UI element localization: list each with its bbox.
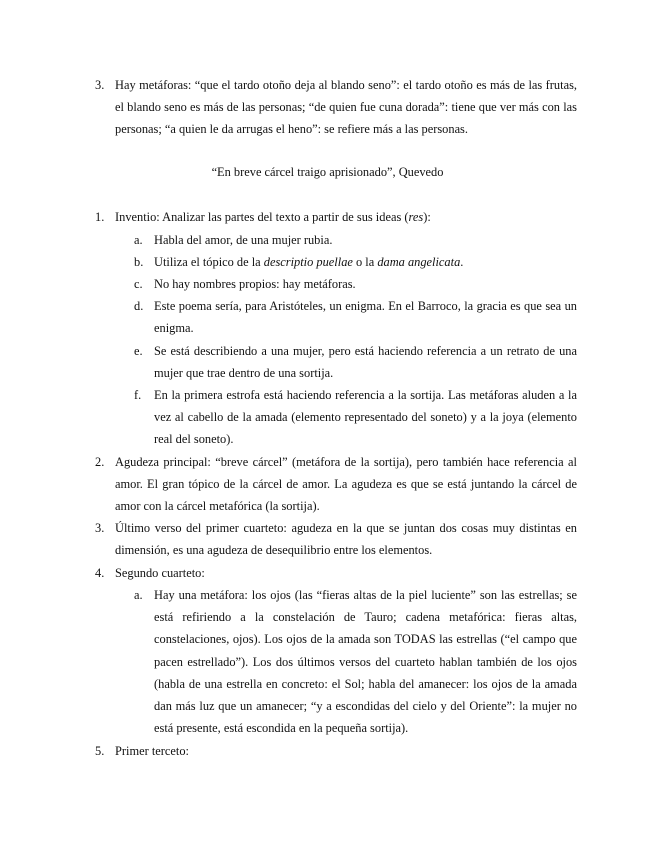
sublist-item-text: No hay nombres propios: hay metáforas. [154, 277, 356, 291]
sublist-label: a. [134, 588, 143, 602]
list-number: 4. [95, 566, 105, 580]
list-number: 3. [95, 521, 105, 535]
sublist-item-text: Utiliza el tópico de la descriptio puellae o la dama angelicata. [154, 255, 464, 269]
section-title: “En breve cárcel traigo aprisionado”, Quevedo [211, 165, 444, 179]
list-item-text: Segundo cuarteto: [115, 566, 205, 580]
sublist-label: e. [134, 344, 143, 358]
sublist-label: d. [134, 299, 144, 313]
list-item-text: Agudeza principal: “breve cárcel” (metáfora de la sortija), pero también hace referencia al amor. El gran tópico de la cárcel de amor. La agudeza es que se está juntando la cárcel de amor con la cárcel metafórica (la sortija). [115, 455, 577, 514]
sublist-item-text: En la primera estrofa está haciendo referencia a la sortija. Las metáforas aluden a la vez al cabello de la amada (elemento representado del soneto) y a la joya (elemento real del soneto). [154, 388, 577, 447]
list-item-text: Inventio: Analizar las partes del texto a partir de sus ideas (res): [115, 210, 431, 224]
sublist-item-text: Se está describiendo a una mujer, pero está haciendo referencia a un retrato de una mujer que trae dentro de una sortija. [154, 344, 577, 381]
sublist-item-text: Este poema sería, para Aristóteles, un enigma. En el Barroco, la gracia es que sea un enigma. [154, 299, 577, 336]
sublist-item-text: Habla del amor, de una mujer rubia. [154, 233, 333, 247]
list-item-text: Hay metáforas: “que el tardo otoño deja al blando seno”: el tardo otoño es más de las frutas, el blando seno es más de las personas; “de quien fue cuna dorada”: tiene que ver más con las personas; “a quien le da arrugas el heno”: se refiere más a las personas. [115, 78, 577, 137]
list-item-text: Primer terceto: [115, 744, 189, 758]
list-number: 5. [95, 744, 105, 758]
sublist-item-text: Hay una metáfora: los ojos (las “fieras altas de la piel luciente” son las estrellas; se está refiriendo a la constelación de Tauro; cadena metafórica: fieras altas, constelaciones, ojos). Los ojos de la amada son TODAS las estrellas (“el campo que pacen estrellado”). Los dos últimos versos del cuarteto hablan también de los ojos (habla de una estrella en concreto: el Sol; habla del amanecer: los ojos de la amada dan más luz que un amanecer; “y a escondidas del cielo y del Oriente”: la mujer no está presente, está escondida en la pequeña sortija). [154, 588, 577, 736]
list-number: 2. [95, 455, 105, 469]
list-number: 3. [95, 78, 105, 92]
sublist-label: c. [134, 277, 143, 291]
sublist-label: a. [134, 233, 143, 247]
sublist-label: f. [134, 388, 142, 402]
list-number: 1. [95, 210, 105, 224]
sublist-label: b. [134, 255, 144, 269]
list-item-text: Último verso del primer cuarteto: agudeza en la que se juntan dos cosas muy distintas en dimensión, es una agudeza de desequilibrio entre los elementos. [115, 521, 577, 558]
